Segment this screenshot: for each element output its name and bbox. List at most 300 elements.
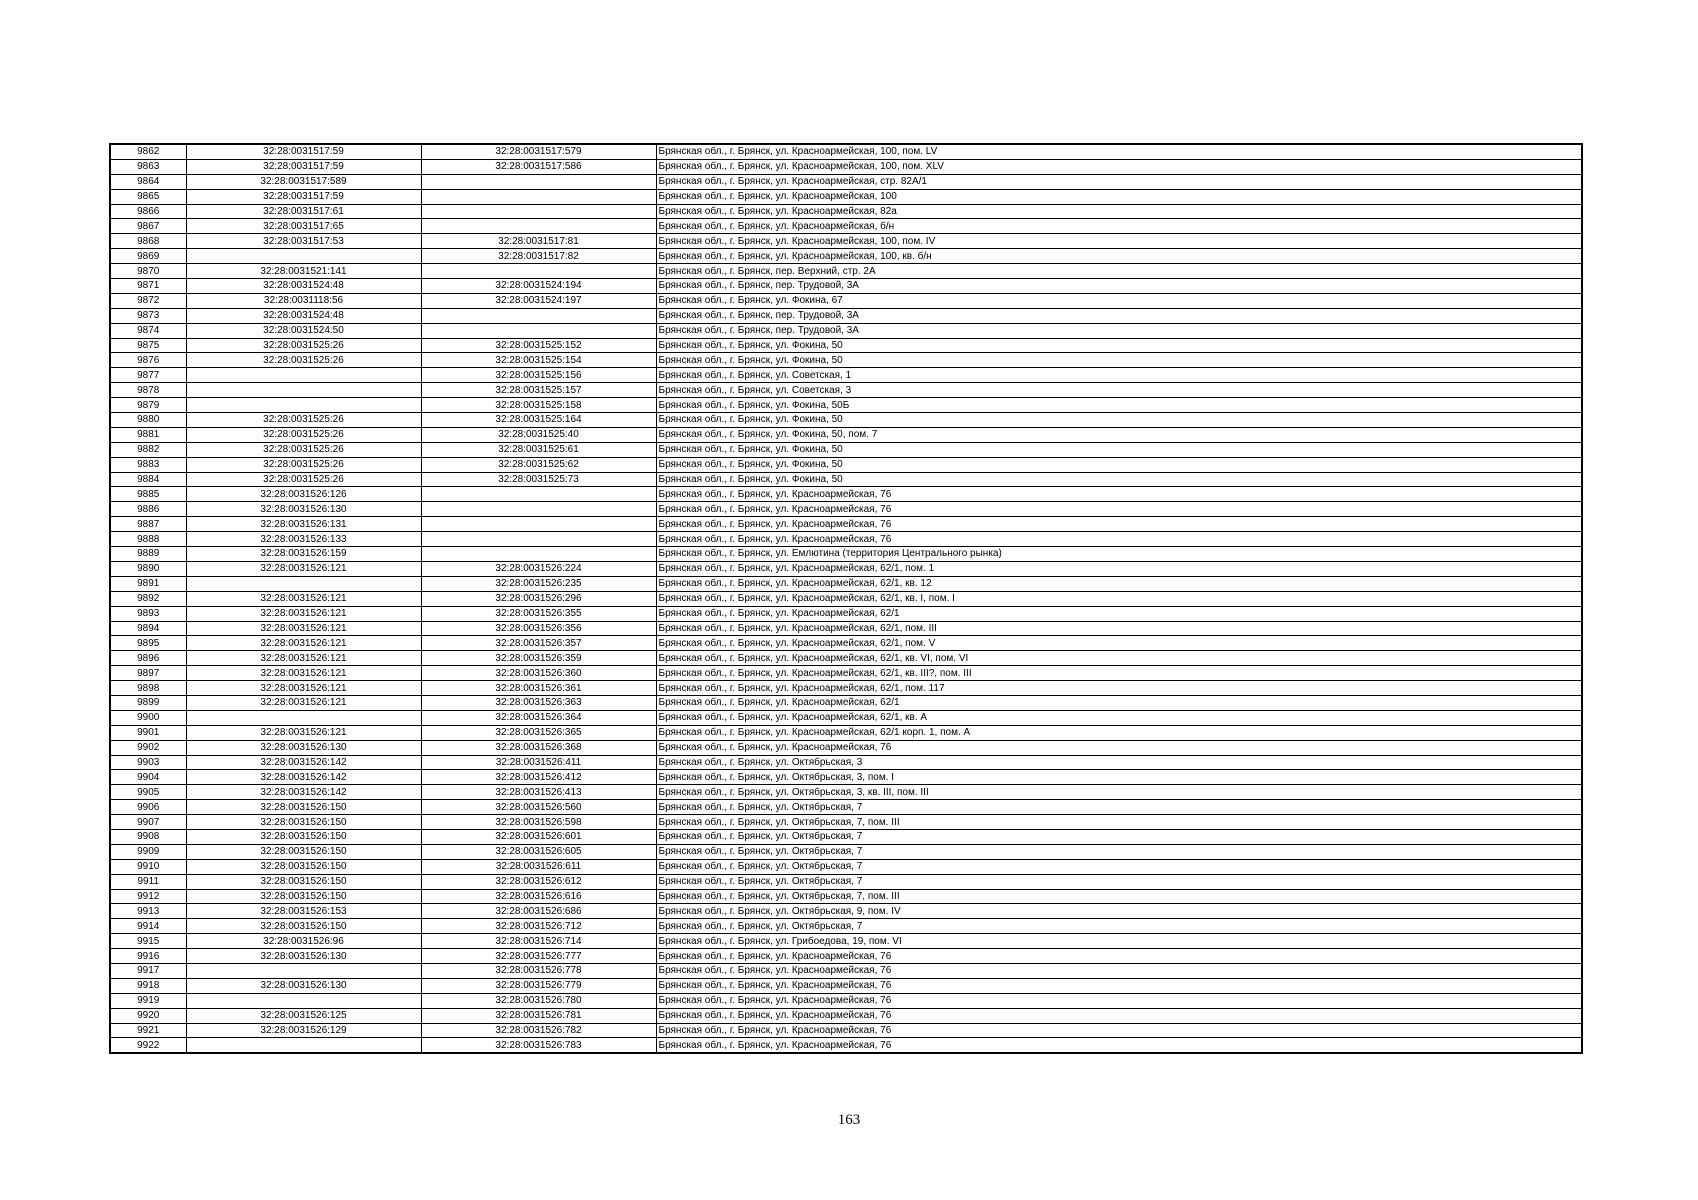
row-number-cell: 9893 xyxy=(110,606,186,621)
parcel-number-cell: 32:28:0031526:130 xyxy=(186,949,421,964)
parcel-number-cell: 32:28:0031517:65 xyxy=(186,219,421,234)
table-row xyxy=(110,293,1582,308)
address-cell: Брянская обл., г. Брянск, ул. Красноармейская, 100 xyxy=(656,189,1582,204)
row-number-cell: 9870 xyxy=(110,264,186,279)
table-row xyxy=(110,487,1582,502)
address-cell: Брянская обл., г. Брянск, ул. Октябрьская, 7, пом. III xyxy=(656,815,1582,830)
object-number-cell: 32:28:0031526:357 xyxy=(421,636,656,651)
object-number-cell: 32:28:0031525:73 xyxy=(421,472,656,487)
object-number-cell xyxy=(421,204,656,219)
table-row xyxy=(110,844,1582,859)
object-number-cell: 32:28:0031526:714 xyxy=(421,934,656,949)
address-cell: Брянская обл., г. Брянск, ул. Красноармейская, 76 xyxy=(656,517,1582,532)
parcel-number-cell xyxy=(186,398,421,413)
row-number-cell: 9907 xyxy=(110,815,186,830)
parcel-number-cell: 32:28:0031526:133 xyxy=(186,532,421,547)
parcel-number-cell: 32:28:0031526:153 xyxy=(186,904,421,919)
row-number-cell: 9915 xyxy=(110,934,186,949)
row-number-cell: 9921 xyxy=(110,1023,186,1038)
table-row xyxy=(110,174,1582,189)
address-cell: Брянская обл., г. Брянск, ул. Октябрьская, 9, пом. IV xyxy=(656,904,1582,919)
parcel-number-cell xyxy=(186,1038,421,1053)
table-row xyxy=(110,338,1582,353)
object-number-cell xyxy=(421,174,656,189)
object-number-cell: 32:28:0031526:560 xyxy=(421,800,656,815)
parcel-number-cell xyxy=(186,368,421,383)
table-row xyxy=(110,398,1582,413)
address-cell: Брянская обл., г. Брянск, пер. Трудовой, 3А xyxy=(656,323,1582,338)
row-number-cell: 9900 xyxy=(110,710,186,725)
address-cell: Брянская обл., г. Брянск, ул. Красноармейская, 62/1, кв. III?, пом. III xyxy=(656,666,1582,681)
parcel-number-cell: 32:28:0031526:150 xyxy=(186,859,421,874)
parcel-number-cell: 32:28:0031524:50 xyxy=(186,323,421,338)
object-number-cell: 32:28:0031517:579 xyxy=(421,144,656,159)
address-cell: Брянская обл., г. Брянск, ул. Фокина, 50, пом. 7 xyxy=(656,427,1582,442)
parcel-number-cell: 32:28:0031526:121 xyxy=(186,621,421,636)
parcel-number-cell: 32:28:0031526:121 xyxy=(186,636,421,651)
table-row xyxy=(110,442,1582,457)
table-row xyxy=(110,695,1582,710)
parcel-number-cell: 32:28:0031526:121 xyxy=(186,606,421,621)
row-number-cell: 9916 xyxy=(110,949,186,964)
row-number-cell: 9918 xyxy=(110,978,186,993)
address-cell: Брянская обл., г. Брянск, ул. Грибоедова, 19, пом. VI xyxy=(656,934,1582,949)
table-row xyxy=(110,517,1582,532)
row-number-cell: 9887 xyxy=(110,517,186,532)
object-number-cell: 32:28:0031526:605 xyxy=(421,844,656,859)
address-cell: Брянская обл., г. Брянск, ул. Октябрьская, 7 xyxy=(656,800,1582,815)
parcel-number-cell: 32:28:0031525:26 xyxy=(186,413,421,428)
address-cell: Брянская обл., г. Брянск, ул. Красноармейская, 76 xyxy=(656,1008,1582,1023)
parcel-number-cell: 32:28:0031526:130 xyxy=(186,978,421,993)
object-number-cell: 32:28:0031526:611 xyxy=(421,859,656,874)
parcel-number-cell: 32:28:0031118:56 xyxy=(186,293,421,308)
address-cell: Брянская обл., г. Брянск, ул. Октябрьская, 7 xyxy=(656,844,1582,859)
address-cell: Брянская обл., г. Брянск, ул. Красноармейская, 76 xyxy=(656,1023,1582,1038)
row-number-cell: 9883 xyxy=(110,457,186,472)
address-cell: Брянская обл., г. Брянск, ул. Красноармейская, 62/1, пом. 117 xyxy=(656,681,1582,696)
table-row xyxy=(110,606,1582,621)
object-number-cell: 32:28:0031526:781 xyxy=(421,1008,656,1023)
object-number-cell: 32:28:0031526:360 xyxy=(421,666,656,681)
table-row xyxy=(110,710,1582,725)
row-number-cell: 9871 xyxy=(110,279,186,294)
parcel-number-cell: 32:28:0031526:131 xyxy=(186,517,421,532)
parcel-number-cell: 32:28:0031517:53 xyxy=(186,234,421,249)
table-row xyxy=(110,1038,1582,1053)
object-number-cell: 32:28:0031524:197 xyxy=(421,293,656,308)
row-number-cell: 9874 xyxy=(110,323,186,338)
table-row xyxy=(110,919,1582,934)
parcel-number-cell: 32:28:0031526:125 xyxy=(186,1008,421,1023)
object-number-cell: 32:28:0031526:359 xyxy=(421,651,656,666)
address-cell: Брянская обл., г. Брянск, ул. Красноармейская, 62/1 xyxy=(656,606,1582,621)
address-cell: Брянская обл., г. Брянск, ул. Фокина, 50 xyxy=(656,457,1582,472)
table-row xyxy=(110,934,1582,949)
address-cell: Брянская обл., г. Брянск, ул. Советская, 3 xyxy=(656,383,1582,398)
parcel-number-cell: 32:28:0031526:130 xyxy=(186,502,421,517)
address-cell: Брянская обл., г. Брянск, ул. Фокина, 67 xyxy=(656,293,1582,308)
object-number-cell: 32:28:0031526:712 xyxy=(421,919,656,934)
row-number-cell: 9910 xyxy=(110,859,186,874)
row-number-cell: 9879 xyxy=(110,398,186,413)
row-number-cell: 9894 xyxy=(110,621,186,636)
object-number-cell: 32:28:0031525:61 xyxy=(421,442,656,457)
row-number-cell: 9913 xyxy=(110,904,186,919)
row-number-cell: 9867 xyxy=(110,219,186,234)
address-cell: Брянская обл., г. Брянск, ул. Фокина, 50Б xyxy=(656,398,1582,413)
row-number-cell: 9903 xyxy=(110,755,186,770)
address-cell: Брянская обл., г. Брянск, ул. Красноармейская, 76 xyxy=(656,532,1582,547)
table-row xyxy=(110,829,1582,844)
table-row xyxy=(110,591,1582,606)
table-row xyxy=(110,547,1582,562)
table-row xyxy=(110,576,1582,591)
row-number-cell: 9904 xyxy=(110,770,186,785)
cadastral-table-body xyxy=(110,144,1582,1053)
table-row xyxy=(110,234,1582,249)
parcel-number-cell: 32:28:0031526:121 xyxy=(186,725,421,740)
table-row xyxy=(110,249,1582,264)
object-number-cell xyxy=(421,517,656,532)
address-cell: Брянская обл., г. Брянск, ул. Красноармейская, 62/1, кв. I, пом. I xyxy=(656,591,1582,606)
parcel-number-cell: 32:28:0031526:150 xyxy=(186,815,421,830)
object-number-cell: 32:28:0031526:412 xyxy=(421,770,656,785)
parcel-number-cell: 32:28:0031517:59 xyxy=(186,189,421,204)
address-cell: Брянская обл., г. Брянск, ул. Октябрьская, 7, пом. III xyxy=(656,889,1582,904)
address-cell: Брянская обл., г. Брянск, ул. Октябрьская, 3, пом. I xyxy=(656,770,1582,785)
parcel-number-cell: 32:28:0031525:26 xyxy=(186,457,421,472)
parcel-number-cell: 32:28:0031526:129 xyxy=(186,1023,421,1038)
parcel-number-cell xyxy=(186,710,421,725)
row-number-cell: 9902 xyxy=(110,740,186,755)
object-number-cell: 32:28:0031526:364 xyxy=(421,710,656,725)
address-cell: Брянская обл., г. Брянск, ул. Советская, 1 xyxy=(656,368,1582,383)
object-number-cell: 32:28:0031525:157 xyxy=(421,383,656,398)
object-number-cell: 32:28:0031524:194 xyxy=(421,279,656,294)
address-cell: Брянская обл., г. Брянск, ул. Октябрьская, 3, кв. III, пом. III xyxy=(656,785,1582,800)
object-number-cell: 32:28:0031526:235 xyxy=(421,576,656,591)
table-row xyxy=(110,413,1582,428)
object-number-cell: 32:28:0031526:363 xyxy=(421,695,656,710)
object-number-cell: 32:28:0031526:355 xyxy=(421,606,656,621)
address-cell: Брянская обл., г. Брянск, ул. Красноармейская, стр. 82А/1 xyxy=(656,174,1582,189)
parcel-number-cell: 32:28:0031517:59 xyxy=(186,144,421,159)
table-row xyxy=(110,949,1582,964)
row-number-cell: 9920 xyxy=(110,1008,186,1023)
row-number-cell: 9892 xyxy=(110,591,186,606)
table-row xyxy=(110,532,1582,547)
object-number-cell xyxy=(421,532,656,547)
address-cell: Брянская обл., г. Брянск, ул. Красноармейская, 100, пом. XLV xyxy=(656,159,1582,174)
address-cell: Брянская обл., г. Брянск, ул. Фокина, 50 xyxy=(656,442,1582,457)
row-number-cell: 9890 xyxy=(110,561,186,576)
object-number-cell xyxy=(421,308,656,323)
address-cell: Брянская обл., г. Брянск, ул. Красноармейская, 76 xyxy=(656,978,1582,993)
parcel-number-cell: 32:28:0031526:96 xyxy=(186,934,421,949)
object-number-cell: 32:28:0031526:782 xyxy=(421,1023,656,1038)
object-number-cell: 32:28:0031525:62 xyxy=(421,457,656,472)
row-number-cell: 9889 xyxy=(110,547,186,562)
row-number-cell: 9917 xyxy=(110,963,186,978)
table-row xyxy=(110,651,1582,666)
row-number-cell: 9895 xyxy=(110,636,186,651)
table-row xyxy=(110,800,1582,815)
parcel-number-cell: 32:28:0031526:150 xyxy=(186,800,421,815)
row-number-cell: 9891 xyxy=(110,576,186,591)
row-number-cell: 9881 xyxy=(110,427,186,442)
row-number-cell: 9868 xyxy=(110,234,186,249)
parcel-number-cell: 32:28:0031525:26 xyxy=(186,353,421,368)
object-number-cell: 32:28:0031525:40 xyxy=(421,427,656,442)
address-cell: Брянская обл., г. Брянск, ул. Красноармейская, 62/1, пом. V xyxy=(656,636,1582,651)
object-number-cell: 32:28:0031526:361 xyxy=(421,681,656,696)
row-number-cell: 9909 xyxy=(110,844,186,859)
parcel-number-cell: 32:28:0031526:159 xyxy=(186,547,421,562)
parcel-number-cell: 32:28:0031524:48 xyxy=(186,279,421,294)
address-cell: Брянская обл., г. Брянск, ул. Октябрьская, 7 xyxy=(656,919,1582,934)
row-number-cell: 9872 xyxy=(110,293,186,308)
parcel-number-cell: 32:28:0031526:150 xyxy=(186,829,421,844)
parcel-number-cell: 32:28:0031526:121 xyxy=(186,651,421,666)
object-number-cell: 32:28:0031517:82 xyxy=(421,249,656,264)
object-number-cell: 32:28:0031525:154 xyxy=(421,353,656,368)
address-cell: Брянская обл., г. Брянск, ул. Красноармейская, 76 xyxy=(656,1038,1582,1053)
parcel-number-cell: 32:28:0031526:150 xyxy=(186,889,421,904)
row-number-cell: 9880 xyxy=(110,413,186,428)
address-cell: Брянская обл., г. Брянск, ул. Красноармейская, 62/1, кв. А xyxy=(656,710,1582,725)
row-number-cell: 9912 xyxy=(110,889,186,904)
object-number-cell: 32:28:0031526:365 xyxy=(421,725,656,740)
row-number-cell: 9888 xyxy=(110,532,186,547)
object-number-cell: 32:28:0031526:224 xyxy=(421,561,656,576)
parcel-number-cell: 32:28:0031526:130 xyxy=(186,740,421,755)
row-number-cell: 9886 xyxy=(110,502,186,517)
table-row xyxy=(110,963,1582,978)
row-number-cell: 9884 xyxy=(110,472,186,487)
address-cell: Брянская обл., г. Брянск, ул. Красноармейская, б/н xyxy=(656,219,1582,234)
table-row xyxy=(110,666,1582,681)
parcel-number-cell: 32:28:0031526:142 xyxy=(186,770,421,785)
parcel-number-cell: 32:28:0031524:48 xyxy=(186,308,421,323)
table-row xyxy=(110,636,1582,651)
address-cell: Брянская обл., г. Брянск, пер. Трудовой, 3А xyxy=(656,279,1582,294)
table-row xyxy=(110,859,1582,874)
address-cell: Брянская обл., г. Брянск, ул. Красноармейская, 76 xyxy=(656,963,1582,978)
row-number-cell: 9897 xyxy=(110,666,186,681)
object-number-cell: 32:28:0031526:783 xyxy=(421,1038,656,1053)
object-number-cell: 32:28:0031526:601 xyxy=(421,829,656,844)
table-row xyxy=(110,755,1582,770)
address-cell: Брянская обл., г. Брянск, ул. Октябрьская, 7 xyxy=(656,859,1582,874)
row-number-cell: 9922 xyxy=(110,1038,186,1053)
parcel-number-cell: 32:28:0031526:142 xyxy=(186,755,421,770)
address-cell: Брянская обл., г. Брянск, ул. Красноармейская, 76 xyxy=(656,487,1582,502)
address-cell: Брянская обл., г. Брянск, ул. Красноармейская, 76 xyxy=(656,949,1582,964)
parcel-number-cell xyxy=(186,576,421,591)
table-row xyxy=(110,502,1582,517)
address-cell: Брянская обл., г. Брянск, ул. Красноармейская, 62/1 корп. 1, пом. А xyxy=(656,725,1582,740)
object-number-cell: 32:28:0031526:778 xyxy=(421,963,656,978)
object-number-cell xyxy=(421,323,656,338)
object-number-cell: 32:28:0031525:158 xyxy=(421,398,656,413)
address-cell: Брянская обл., г. Брянск, ул. Красноармейская, 62/1, пом. 1 xyxy=(656,561,1582,576)
row-number-cell: 9885 xyxy=(110,487,186,502)
row-number-cell: 9864 xyxy=(110,174,186,189)
table-row xyxy=(110,323,1582,338)
address-cell: Брянская обл., г. Брянск, ул. Красноармейская, 82а xyxy=(656,204,1582,219)
address-cell: Брянская обл., г. Брянск, ул. Красноармейская, 100, кв. б/н xyxy=(656,249,1582,264)
parcel-number-cell: 32:28:0031526:121 xyxy=(186,681,421,696)
row-number-cell: 9873 xyxy=(110,308,186,323)
address-cell: Брянская обл., г. Брянск, ул. Фокина, 50 xyxy=(656,472,1582,487)
address-cell: Брянская обл., г. Брянск, пер. Трудовой, 3А xyxy=(656,308,1582,323)
parcel-number-cell: 32:28:0031526:121 xyxy=(186,695,421,710)
row-number-cell: 9876 xyxy=(110,353,186,368)
table-row xyxy=(110,770,1582,785)
address-cell: Брянская обл., г. Брянск, ул. Красноармейская, 62/1, пом. III xyxy=(656,621,1582,636)
table-row xyxy=(110,621,1582,636)
table-row xyxy=(110,457,1582,472)
table-row xyxy=(110,889,1582,904)
address-cell: Брянская обл., г. Брянск, ул. Октябрьская, 7 xyxy=(656,874,1582,889)
address-cell: Брянская обл., г. Брянск, ул. Красноармейская, 100, пом. LV xyxy=(656,144,1582,159)
parcel-number-cell: 32:28:0031525:26 xyxy=(186,427,421,442)
table-row xyxy=(110,368,1582,383)
parcel-number-cell: 32:28:0031526:150 xyxy=(186,844,421,859)
object-number-cell: 32:28:0031517:81 xyxy=(421,234,656,249)
parcel-number-cell: 32:28:0031526:126 xyxy=(186,487,421,502)
table-row xyxy=(110,279,1582,294)
address-cell: Брянская обл., г. Брянск, ул. Красноармейская, 76 xyxy=(656,740,1582,755)
address-cell: Брянская обл., г. Брянск, ул. Фокина, 50 xyxy=(656,413,1582,428)
object-number-cell: 32:28:0031525:164 xyxy=(421,413,656,428)
table-row xyxy=(110,681,1582,696)
parcel-number-cell: 32:28:0031525:26 xyxy=(186,472,421,487)
row-number-cell: 9899 xyxy=(110,695,186,710)
object-number-cell xyxy=(421,189,656,204)
table-row xyxy=(110,189,1582,204)
address-cell: Брянская обл., г. Брянск, ул. Емлютина (территория Центрального рынка) xyxy=(656,547,1582,562)
row-number-cell: 9914 xyxy=(110,919,186,934)
parcel-number-cell: 32:28:0031521:141 xyxy=(186,264,421,279)
row-number-cell: 9869 xyxy=(110,249,186,264)
object-number-cell xyxy=(421,219,656,234)
row-number-cell: 9905 xyxy=(110,785,186,800)
table-row xyxy=(110,353,1582,368)
address-cell: Брянская обл., г. Брянск, ул. Красноармейская, 62/1, кв. 12 xyxy=(656,576,1582,591)
object-number-cell: 32:28:0031526:411 xyxy=(421,755,656,770)
object-number-cell: 32:28:0031526:616 xyxy=(421,889,656,904)
row-number-cell: 9882 xyxy=(110,442,186,457)
table-row xyxy=(110,144,1582,159)
row-number-cell: 9862 xyxy=(110,144,186,159)
table-row xyxy=(110,785,1582,800)
table-row xyxy=(110,725,1582,740)
object-number-cell: 32:28:0031526:296 xyxy=(421,591,656,606)
parcel-number-cell: 32:28:0031526:142 xyxy=(186,785,421,800)
table-row xyxy=(110,472,1582,487)
row-number-cell: 9865 xyxy=(110,189,186,204)
object-number-cell: 32:28:0031526:612 xyxy=(421,874,656,889)
object-number-cell: 32:28:0031526:413 xyxy=(421,785,656,800)
page-number: 163 xyxy=(837,1112,861,1128)
row-number-cell: 9911 xyxy=(110,874,186,889)
object-number-cell xyxy=(421,547,656,562)
parcel-number-cell: 32:28:0031517:61 xyxy=(186,204,421,219)
table-row xyxy=(110,815,1582,830)
table-row xyxy=(110,427,1582,442)
parcel-number-cell: 32:28:0031526:121 xyxy=(186,591,421,606)
object-number-cell xyxy=(421,487,656,502)
table-row xyxy=(110,383,1582,398)
object-number-cell: 32:28:0031526:777 xyxy=(421,949,656,964)
object-number-cell: 32:28:0031526:780 xyxy=(421,993,656,1008)
address-cell: Брянская обл., г. Брянск, ул. Красноармейская, 62/1 xyxy=(656,695,1582,710)
address-cell: Брянская обл., г. Брянск, ул. Фокина, 50 xyxy=(656,353,1582,368)
object-number-cell: 32:28:0031525:156 xyxy=(421,368,656,383)
table-row xyxy=(110,561,1582,576)
object-number-cell: 32:28:0031525:152 xyxy=(421,338,656,353)
table-row xyxy=(110,904,1582,919)
parcel-number-cell: 32:28:0031526:150 xyxy=(186,919,421,934)
table-row xyxy=(110,993,1582,1008)
object-number-cell: 32:28:0031526:368 xyxy=(421,740,656,755)
table-row xyxy=(110,874,1582,889)
parcel-number-cell: 32:28:0031526:150 xyxy=(186,874,421,889)
parcel-number-cell: 32:28:0031526:121 xyxy=(186,561,421,576)
object-number-cell: 32:28:0031517:586 xyxy=(421,159,656,174)
row-number-cell: 9898 xyxy=(110,681,186,696)
address-cell: Брянская обл., г. Брянск, ул. Фокина, 50 xyxy=(656,338,1582,353)
parcel-number-cell: 32:28:0031517:589 xyxy=(186,174,421,189)
row-number-cell: 9875 xyxy=(110,338,186,353)
parcel-number-cell xyxy=(186,383,421,398)
object-number-cell: 32:28:0031526:356 xyxy=(421,621,656,636)
table-row xyxy=(110,159,1582,174)
address-cell: Брянская обл., г. Брянск, ул. Красноармейская, 100, пом. IV xyxy=(656,234,1582,249)
address-cell: Брянская обл., г. Брянск, пер. Верхний, стр. 2А xyxy=(656,264,1582,279)
table-row xyxy=(110,264,1582,279)
row-number-cell: 9866 xyxy=(110,204,186,219)
row-number-cell: 9863 xyxy=(110,159,186,174)
object-number-cell: 32:28:0031526:598 xyxy=(421,815,656,830)
parcel-number-cell: 32:28:0031526:121 xyxy=(186,666,421,681)
object-number-cell: 32:28:0031526:779 xyxy=(421,978,656,993)
table-row xyxy=(110,204,1582,219)
parcel-number-cell: 32:28:0031525:26 xyxy=(186,338,421,353)
parcel-number-cell: 32:28:0031525:26 xyxy=(186,442,421,457)
object-number-cell: 32:28:0031526:686 xyxy=(421,904,656,919)
cadastral-table xyxy=(109,143,1583,1054)
table-row xyxy=(110,740,1582,755)
table-row xyxy=(110,1023,1582,1038)
parcel-number-cell: 32:28:0031517:59 xyxy=(186,159,421,174)
parcel-number-cell xyxy=(186,993,421,1008)
object-number-cell xyxy=(421,264,656,279)
parcel-number-cell xyxy=(186,249,421,264)
table-row xyxy=(110,308,1582,323)
address-cell: Брянская обл., г. Брянск, ул. Красноармейская, 76 xyxy=(656,993,1582,1008)
row-number-cell: 9908 xyxy=(110,829,186,844)
row-number-cell: 9919 xyxy=(110,993,186,1008)
row-number-cell: 9877 xyxy=(110,368,186,383)
address-cell: Брянская обл., г. Брянск, ул. Октябрьская, 3 xyxy=(656,755,1582,770)
row-number-cell: 9901 xyxy=(110,725,186,740)
row-number-cell: 9896 xyxy=(110,651,186,666)
table-row xyxy=(110,1008,1582,1023)
address-cell: Брянская обл., г. Брянск, ул. Красноармейская, 76 xyxy=(656,502,1582,517)
